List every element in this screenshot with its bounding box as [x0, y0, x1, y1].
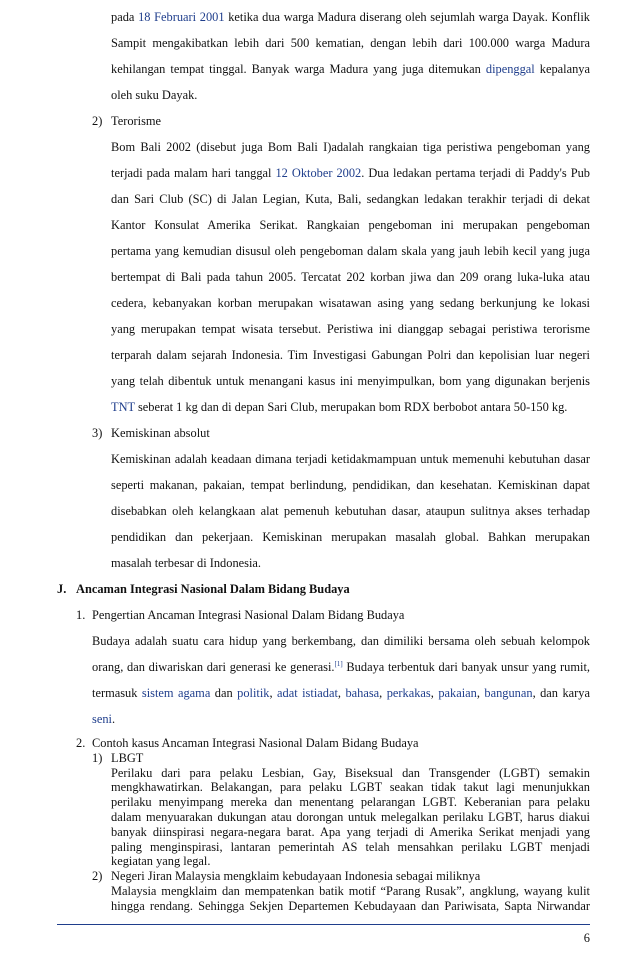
paragraph-line [111, 60, 590, 78]
paragraph-line: pertama yang kemudian disusul oleh pengeboman dalam skala yang jauh lebih kecil yang juga [111, 244, 590, 258]
paragraph-line: masalah terbesar di Indonesia. [111, 556, 262, 570]
list-number: 3) [92, 426, 103, 440]
paragraph-line: Kantor Konsulat Amerika Serikat. Rangkaian pengeboman ini merupakan pengeboman [111, 218, 590, 232]
text-run: seberat 1 kg dan di depan Sari Club, merupakan bom RDX berbobot antara 50-150 kg. [134, 400, 568, 414]
seni-link[interactable]: seni [92, 712, 112, 726]
paragraph-line [111, 398, 567, 416]
item-title-malaysia: Negeri Jiran Malaysia mengklaim kebudayaan Indonesia sebagai miliknya [111, 869, 481, 884]
section-heading: Ancaman Integrasi Nasional Dalam Bidang Budaya [76, 582, 350, 596]
text-run: , dan karya [532, 686, 590, 700]
text-run: Budaya terbentuk dari banyak unsur yang rumit, [342, 660, 590, 674]
item-title-lbgt: LBGT [111, 750, 144, 765]
list-number: 2. [76, 736, 86, 750]
text-run: dan [210, 686, 238, 700]
paragraph-line: kegiatan yang legal. [111, 854, 211, 869]
paragraph-line: banyak diinspirasi negara-negara barat. Apa yang terjadi di Amerika Serikat menjadi yang [111, 824, 590, 839]
paragraph-line: hingga rendang. Sehingga Sekjen Departemen Kebudayaan dan Pariwisata, Sapta Nirwandar [111, 898, 590, 913]
text-run: termasuk [92, 686, 142, 700]
paragraph-line: Perilaku dari para pelaku Lesbian, Gay, Biseksual dan Transgender (LGBT) semakin [111, 765, 590, 780]
paragraph-line: Sampit mengakibatkan lebih dari 500 kematian, dengan lebih dari 100.000 warga Madura [111, 36, 590, 50]
item-title-terorisme: Terorisme [111, 114, 162, 128]
paragraph-line [92, 658, 590, 676]
paragraph-line: Budaya adalah suatu cara hidup yang berkembang, dan dimiliki bersama oleh sebuah kelompok [92, 634, 590, 648]
paragraph-line: yang merupakan tempat wisata tersebut. Peristiwa ini dianggap sebagai peristiwa terorisme [111, 322, 590, 336]
paragraph-line: oleh suku Dayak. [111, 88, 198, 102]
subsection-title: Pengertian Ancaman Integrasi Nasional Dalam Bidang Budaya [92, 608, 405, 622]
paragraph-line [92, 710, 115, 728]
subsection-title: Contoh kasus Ancaman Integrasi Nasional Dalam Bidang Budaya [92, 736, 419, 750]
pakaian-link[interactable]: pakaian [438, 686, 477, 700]
paragraph-line: seperti makanan, pakaian, tempat berlindung, pendidikan, dan kesehatan. Kemiskinan dapat [111, 478, 590, 492]
list-number: 1. [76, 608, 86, 622]
paragraph-line: pendidikan dan pekerjaan. Kemiskinan merupakan masalah global. Bahkan merupakan [111, 530, 590, 544]
paragraph-line [111, 164, 590, 182]
paragraph-line: cedera, kebanyakan korban merupakan wisatawan asing yang sedang berkunjung ke lokasi [111, 296, 590, 310]
text-run: kepalanya [534, 62, 590, 76]
paragraph-line [111, 8, 590, 26]
paragraph-line: Bom Bali 2002 (disebut juga Bom Bali I)adalah rangkaian tiga peristiwa pengeboman yang [111, 140, 590, 154]
paragraph-line: paling menginspirasi, lantaran pemerintah AS telah mensahkan perilaku LGBT menjadi [111, 839, 590, 854]
paragraph-line: yang telah dibentuk untuk menangani kasus ini menyimpulkan, bom yang digunakan berjenis [111, 374, 590, 388]
bahasa-link[interactable]: bahasa [345, 686, 380, 700]
text-run: . [111, 712, 116, 726]
text-run: . Dua ledakan pertama terjadi di Paddy's Pub [361, 166, 591, 180]
paragraph-line: mengkhawatirkan. Belakangan, para pelaku LGBT seakan tidak takut lagi menunjukkan [111, 780, 590, 795]
text-run: orang, dan diwariskan dari generasi ke generasi. [92, 660, 335, 674]
perkakas-link[interactable]: perkakas [386, 686, 431, 700]
page-number: 6 [583, 931, 590, 945]
section-label: J. [57, 582, 67, 596]
paragraph-line: Malaysia mengklaim dan mempatenkan batik motif “Parang Rusak”, angklung, wayang kulit [111, 884, 590, 898]
text-run: , [476, 686, 485, 700]
paragraph-line: terparah dalam sejarah Indonesia. Tim Investigasi Gabungan Polri dan kepolisian luar negeri [111, 348, 590, 362]
date-link[interactable]: 18 Februari 2001 [138, 10, 225, 24]
text-run: , [430, 686, 439, 700]
footnote-reference[interactable]: [1] [334, 659, 343, 668]
dipenggal-link[interactable]: dipenggal [485, 62, 535, 76]
list-number: 1) [92, 750, 103, 765]
footer-divider [57, 924, 590, 925]
text-run: pada [111, 10, 139, 24]
text-run: kehilangan tempat tinggal. Banyak warga Madura yang juga ditemukan [111, 62, 486, 76]
tnt-link[interactable]: TNT [111, 400, 135, 414]
paragraph-line [92, 684, 590, 702]
text-run: ketika dua warga Madura diserang oleh sejumlah warga Dayak. Konflik [224, 10, 590, 24]
bangunan-link[interactable]: bangunan [484, 686, 533, 700]
list-number: 2) [92, 114, 103, 128]
paragraph-line: bertempat di Bali pada tahun 2005. Tercatat 202 korban jiwa dan 209 orang luka-luka atau [111, 270, 590, 284]
text-run: , [269, 686, 278, 700]
item-title-kemiskinan: Kemiskinan absolut [111, 426, 210, 440]
paragraph-line: Kemiskinan adalah keadaan dimana terjadi ketidakmampuan untuk memenuhi kebutuhan dasar [111, 452, 590, 466]
adat-istiadat-link[interactable]: adat istiadat [277, 686, 338, 700]
politik-link[interactable]: politik [237, 686, 270, 700]
list-number: 2) [92, 869, 103, 884]
date-link[interactable]: 12 Oktober 2002 [275, 166, 362, 180]
paragraph-line: dan Sari Club (SC) di Jalan Legian, Kuta, Bali, sedangkan ledakan terakhir terjadi di dekat [111, 192, 590, 206]
text-run: , [337, 686, 346, 700]
paragraph-line: perilaku menyimpang mereka dan menentang pelarangan LGBT. Keberanian para pelaku [111, 795, 590, 810]
text-run: terjadi pada malam hari tanggal [111, 166, 276, 180]
paragraph-line: disebabkan oleh kelangkaan alat pemenuh kebutuhan dasar, ataupun sulitnya akses terhadap [111, 504, 590, 518]
text-run: , [379, 686, 387, 700]
paragraph-line: dalam menyuarakan dukungan atau dorongan untuk melegalkan perilaku LGBT, harus diakui [111, 810, 590, 824]
sistem-agama-link[interactable]: sistem agama [141, 686, 211, 700]
